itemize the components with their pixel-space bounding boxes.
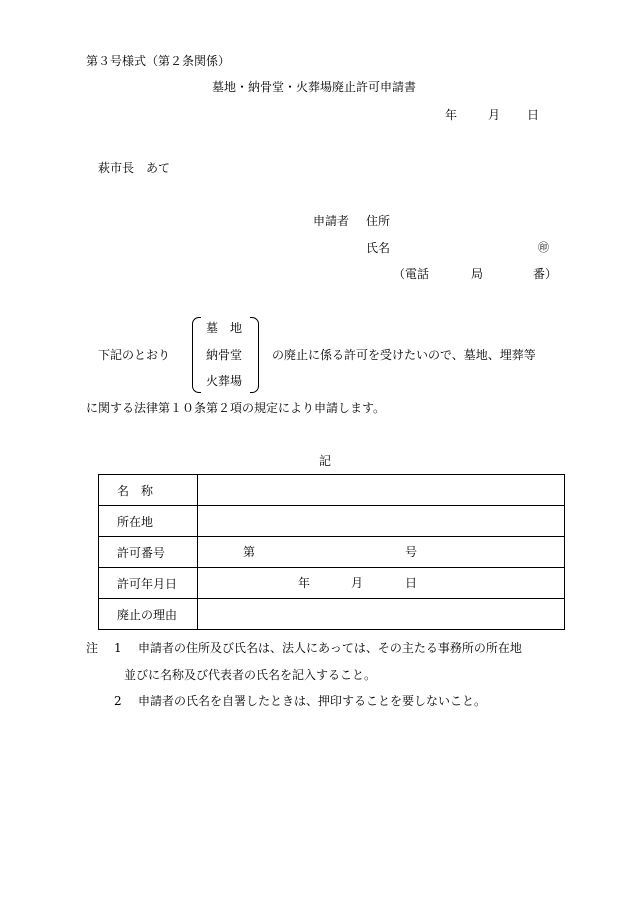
right-brace — [250, 317, 259, 393]
permit-date-field[interactable] — [198, 568, 565, 599]
date-month-label: 月 — [488, 108, 501, 122]
date-day-label: 日 — [527, 108, 540, 122]
note-2-line1: 申請者の氏名を自署したときは、押印することを要しないこと。 — [138, 694, 487, 708]
applicant-label: 申請者 — [313, 214, 350, 228]
permit-date-year: 年 — [298, 576, 311, 590]
row-label-name: 名 称 — [99, 475, 198, 506]
page-title: 墓地・納骨堂・火葬場廃止許可申請書 — [212, 80, 417, 94]
body-prefix: 下記のとおり — [98, 348, 171, 362]
phone-exchange: 局 — [471, 267, 484, 281]
permit-number-prefix: 第 — [243, 545, 256, 559]
seal-mark: ㊞ — [538, 241, 549, 254]
row-label-reason: 廃止の理由 — [99, 599, 198, 630]
permit-number-suffix: 号 — [405, 545, 418, 559]
address-label: 住所 — [366, 214, 391, 228]
row-label-permit-date: 許可年月日 — [99, 568, 198, 599]
permit-number-field[interactable] — [198, 537, 565, 568]
form-number: 第３号様式（第２条関係） — [86, 54, 231, 68]
note-1-line1: 申請者の住所及び氏名は、法人にあっては、その主たる事務所の所在地 — [138, 641, 522, 655]
option-crematorium: 火葬場 — [206, 374, 243, 388]
body-line2: に関する法律第１０条第２項の規定により申請します。 — [86, 401, 386, 415]
name-field[interactable] — [198, 475, 565, 506]
ki-heading: 記 — [319, 454, 332, 468]
row-label-permit-number: 許可番号 — [99, 537, 198, 568]
details-table — [98, 474, 565, 630]
row-label-location: 所在地 — [99, 506, 198, 537]
permit-date-day: 日 — [405, 576, 418, 590]
permit-date-month: 月 — [351, 576, 364, 590]
table-row — [99, 475, 565, 506]
table-row — [99, 506, 565, 537]
option-cemetery: 墓 地 — [206, 321, 243, 335]
left-brace — [192, 317, 201, 393]
body-suffix: の廃止に係る許可を受けたいので、墓地、埋葬等 — [272, 348, 536, 362]
note-1-line2: 並びに名称及び代表者の氏名を記入すること。 — [124, 668, 377, 682]
table-row — [99, 568, 565, 599]
phone-number: 番） — [533, 267, 558, 281]
note-2-number: 2 — [114, 694, 122, 708]
reason-field[interactable] — [198, 599, 565, 630]
table-row — [99, 599, 565, 630]
notes-head: 注 — [86, 641, 99, 655]
phone-open: （電話 — [393, 267, 430, 281]
option-ossuary: 納骨堂 — [206, 348, 243, 362]
date-year-label: 年 — [445, 108, 458, 122]
table-row — [99, 537, 565, 568]
location-field[interactable] — [198, 506, 565, 537]
name-label: 氏名 — [366, 241, 391, 255]
note-1-number: 1 — [114, 641, 122, 655]
addressee: 萩市長 あて — [98, 161, 171, 175]
